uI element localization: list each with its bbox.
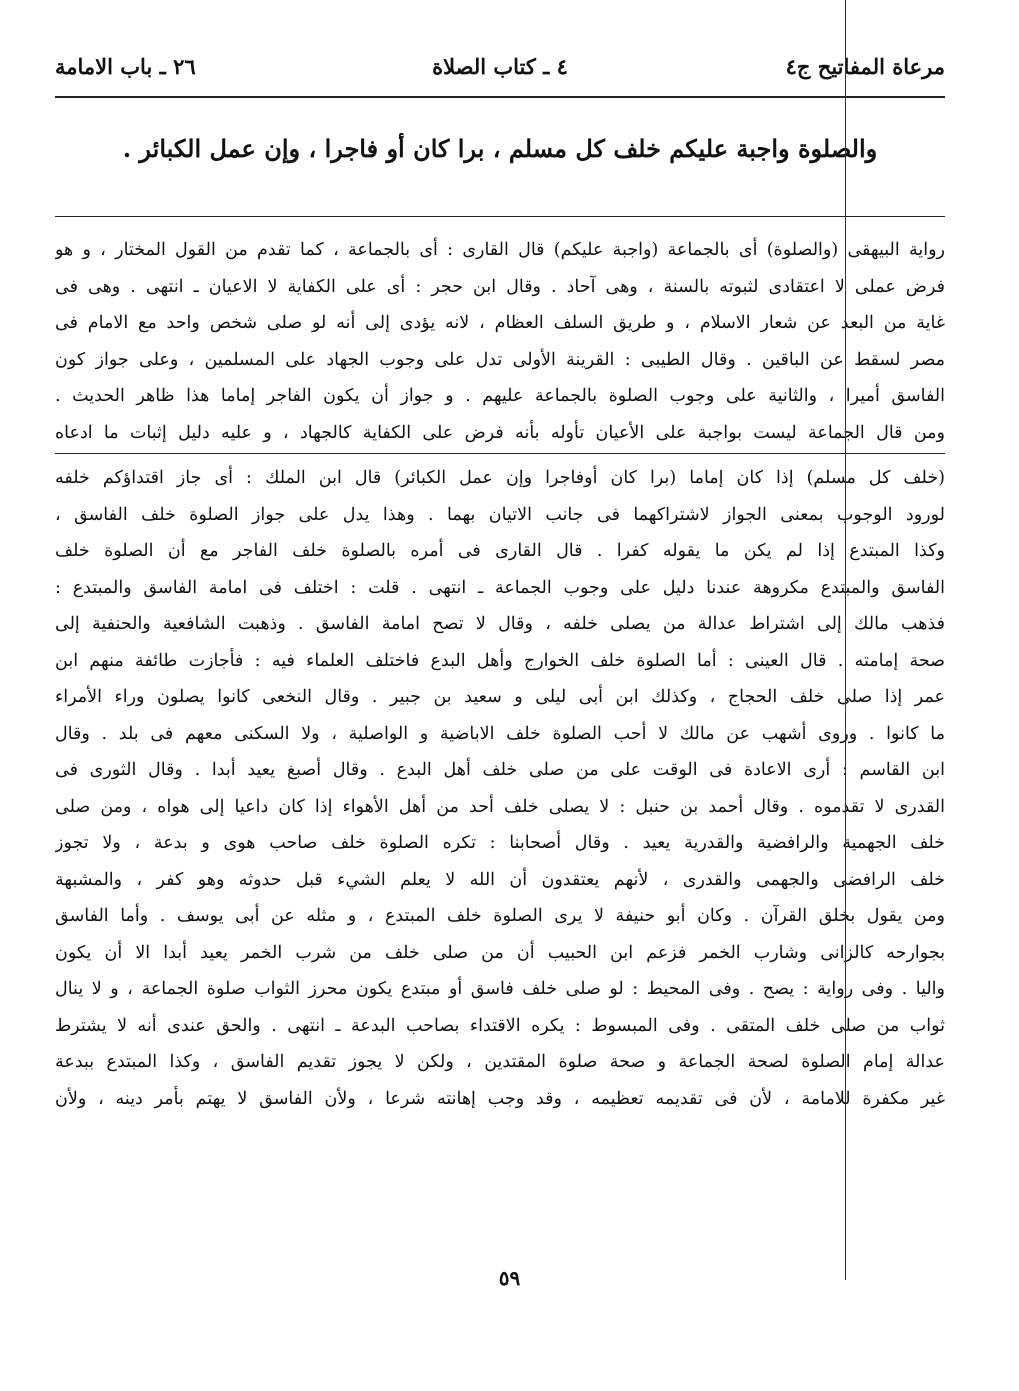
text-line: الفاسق والمبتدع مكروهة عندنا دليل على وجوب الجماعة ـ انتهى . قلت : اختلف فى امامة الفاسق والمبتدع :	[55, 577, 945, 598]
text-line: ابن القاسم : أرى الاعادة فى الوقت على من صلى خلف أهل البدع . وقال أصبغ يعيد أبدا . وقال الثورى فى	[55, 760, 945, 780]
text-line: غير مكفرة للامامة ، لأن فى تقديمه تعظيمه ، وقد وجب إهانته شرعا ، ولأن الفاسق لا يهتم بأمر دينه ، ولأن	[55, 1088, 945, 1109]
scan-artifact-line	[845, 0, 846, 1280]
text-line: ما كانوا . وروى أشهب عن مالك لا أحب الصلوة خلف الاباضية و الواصلية ، ولا السكنى معهم فى بلد . وقال	[55, 723, 945, 744]
text-line: صحة إمامته . قال العينى : أما الصلوة خلف الخوارج وأهل البدع فاختلف العلماء فيه : فأجازت طائفة منهم ابن	[55, 650, 945, 671]
commentary-body	[55, 232, 945, 1117]
text-line: لورود الوجوب بمعنى الجواز لاشتراكهما فى جانب الاتيان بهما . وهذا يدل على جواز الصلوة خلف الفاسق ،	[55, 504, 945, 525]
text-line: ومن قال الجماعة ليست بواجبة على الأعيان تأوله بأنه فرض على الكفاية كالجهاد ، و عليه دليل إثبات ما ادعاه	[55, 422, 945, 443]
text-line: رواية البيهقى (والصلوة) أى بالجماعة (واجبة عليكم) قال القارى : أى بالجماعة ، كما تقدم من القول المختار ، و هو	[55, 240, 945, 260]
header-section: ٢٦ ـ باب الامامة	[55, 54, 196, 79]
text-line: خلف الرافضى والجهمى والقدرى ، لأنهم يعتقدون أن الله لا يعلم الشيء قبل حدوثه وهو كفر ، والمشبهة	[55, 869, 945, 890]
text-line: ومن يقول بخلق القرآن . وكان أبو حنيفة لا يرى الصلوة خلف المبتدع ، و مثله عن أبى يوسف . وأما الفاسق	[55, 906, 945, 926]
paragraph-divider	[55, 453, 945, 454]
text-line: وكذا المبتدع إذا لم يكن ما يقوله كفرا . قال القارى فى أمره بالصلوة خلف الفاجر مع أن الصلوة خلف	[55, 541, 945, 561]
text-line: بجوارحه كالزانى وشارب الخمر فزعم ابن الحبيب أن من صلى خلف من شرب الخمر يعيد أبدا الا أن يكون	[55, 942, 945, 963]
text-line: (خلف كل مسلم) إذا كان إماما (برا كان أوفاجرا وإن عمل الكبائر) قال ابن الملك : أى جاز اقتداؤكم خلفه	[55, 468, 945, 488]
text-line: عدالة إمام الصلوة لصحة الجماعة و صحة صلوة المقتدين ، ولكن لا يجوز تقديم الفاسق ، وكذا المبتدع ببدعة	[55, 1052, 945, 1072]
text-line: خلف الجهمية والرافضية والقدرية يعيد . وقال أصحابنا : تكره الصلوة خلف صاحب هوى و بدعة ، ولا تجوز	[55, 833, 945, 853]
header-rule	[55, 96, 945, 98]
page-number: ٥٩	[498, 1266, 521, 1290]
text-line: مصر لسقط عن الباقين . وقال الطيبى : القرينة الأولى تدل على وجوب الجهاد على المسلمين ، وعلى جواز كون	[55, 349, 945, 370]
header-book-title: مرعاة المفاتيح ج٤	[785, 54, 945, 79]
text-line: فرض عملى لا اعتقادى لثبوته بالسنة ، وهى آحاد . وقال ابن حجر : أى على الكفاية لا الاعيان ـ انتهى . وهى فى	[55, 276, 945, 297]
text-line: القدرى لا تقدموه . وقال أحمد بن حنبل : لا يصلى خلف أحد من أهل الأهواء إذا كان داعيا إلى هواه ، ومن صلى	[55, 796, 945, 817]
text-line: ثواب من صلى خلف المتقى . وفى المبسوط : يكره الاقتداء بصاحب البدعة ـ انتهى . والحق عندى أنه لا يشترط	[55, 1015, 945, 1036]
matn-separator	[55, 216, 945, 217]
running-header	[55, 54, 945, 92]
text-line: الفاسق أميرا ، والثانية على وجوب الصلوة بالجماعة عليهم . و جواز أن يكون الفاجر إماما هذا ظاهر الحديث .	[55, 386, 945, 406]
text-line: واليا . وفى رواية : يصح . وفى المحيط : لو صلى خلف فاسق أو مبتدع يكون محرز الثواب صلوة الجماعة ، و لا ينال	[55, 979, 945, 999]
text-line: عمر إذا صلى خلف الحجاج ، وكذلك ابن أبى ليلى و سعيد بن جبير . وقال النخعى كانوا يصلون وراء الأمراء	[55, 687, 945, 707]
text-line: فذهب مالك إلى اشتراط عدالة من يصلى خلفه ، وقال لا تصح امامة الفاسق . وذهبت الشافعية والحنفية إلى	[55, 614, 945, 634]
header-chapter: ٤ ـ كتاب الصلاة	[432, 54, 568, 79]
hadith-text: والصلوة واجبة عليكم خلف كل مسلم ، برا كان أو فاجرا ، وإن عمل الكبائر .	[122, 134, 878, 163]
text-line: غاية من البعد عن شعار الاسلام ، و طريق السلف العظام ، لانه يؤدى إلى أنه لو صلى شخص واحد مع الامام فى	[55, 313, 945, 333]
